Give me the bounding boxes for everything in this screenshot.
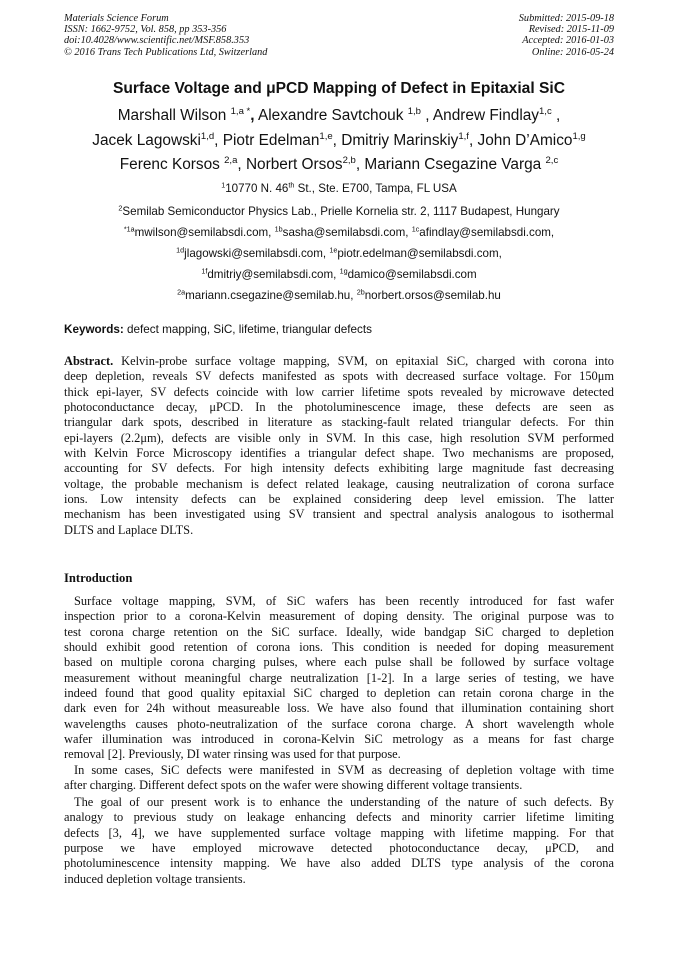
abstract [64, 354, 614, 538]
author-list [0, 104, 678, 178]
intro-paragraph-1 [64, 594, 614, 763]
keywords-text: defect mapping, SiC, lifetime, triangular defects [127, 323, 372, 336]
journal-doi: doi:10.4028/www.scientific.net/MSF.858.353 [64, 35, 250, 47]
paragraph-line: removal [2]. Previously, DI water rinsing was used for that purpose. [64, 747, 401, 762]
paragraph-line: measurement without meaningful charge neutralization [1-2]. In a large series of testing, we have [64, 670, 614, 685]
paragraph-line: defects [3, 4], we have supplemented surface voltage mapping with lifetime mapping. For that [64, 825, 614, 840]
date-submitted: Submitted: 2015-09-18 [518, 13, 614, 24]
author-affil-sup: 1,f [458, 130, 469, 142]
abstract-line: accounting for SV defects. For high intensity defects exhibiting large magnitude fast decreasing [64, 461, 614, 476]
email: mariann.csegazine@semilab.hu, [185, 289, 354, 302]
abstract-line: thick epi-layer, SV defects coincide with low carrier lifetime spots revealed by microwave detected [64, 384, 614, 399]
paragraph-line: Surface voltage mapping, SVM, of SiC wafers has been recently introduced for fast wafer [74, 594, 614, 608]
affiliation-2: $^2$Semilab Semiconductor Physics Lab., Prielle Kornelia str. 2, 1117 Budapest, Hungary [118, 203, 560, 218]
section-heading: Introduction [64, 571, 133, 585]
email-line: $^{2a}$mariann.csegazine@semilab.hu, $^{2b}$norbert.orsos@semilab.hu [177, 287, 501, 302]
paragraph-line: photoluminescence intensity mapping. We have also added DLTS type analysis of the corona [64, 856, 614, 871]
author-name: Dmitriy Marinskiy [341, 131, 459, 149]
abstract-line: epi-layers (2.2μm), defects are visible only in SVM. In this case, high resolution SVM performed [64, 430, 614, 445]
paragraph-line: dark even for 24h without measureable loss. We have also found that illumination containing short [64, 701, 614, 716]
keywords-label: Keywords: [64, 323, 124, 336]
author-name: Alexandre Savtchouk [257, 107, 404, 124]
paragraph-line: inspection prior to a corona-Kelvin measurement of doping density. The original purpose was to [64, 609, 614, 624]
email-line: $^{1f}$dmitriy@semilabsdi.com, $^{1g}$damico@semilabsdi.com [201, 266, 477, 281]
abstract-line: voltage, the probable mechanism is defect related leakage, causing neutralization of corona surface [64, 476, 614, 491]
paragraph-line: after charging. Different defect spots on the wafer were showing different voltage transients. [64, 778, 523, 793]
author-affil-sup: 1,b [407, 106, 421, 118]
author-name: Marshall Wilson [117, 107, 227, 124]
abstract-line: DLTS and Laplace DLTS. [64, 522, 194, 537]
email: damico@semilabsdi.com [347, 268, 477, 281]
abstract-line: deep depletion, reveals SV defects manifested as spots with decreased surface voltage. For 150μm [64, 369, 614, 384]
paragraph-line: test corona charge retention on the SiC surface. Ideally, wide bandgap SiC charged to depletion [64, 624, 614, 639]
email: mwilson@semilabsdi.com, [134, 226, 272, 239]
email-line: $^{*1a}$mwilson@semilabsdi.com, $^{1b}$sasha@semilabsdi.com, $^{1c}$afindlay@semilabsdi.com, [123, 224, 555, 239]
email: norbert.orsos@semilab.hu [364, 289, 501, 302]
author-name: Piotr Edelman [222, 131, 320, 149]
submission-dates [519, 13, 614, 58]
email: afindlay@semilabsdi.com, [419, 226, 555, 239]
journal-name: Materials Science Forum [64, 13, 169, 24]
abstract-line: ions. Low intensity defects can be explained considering deep level emission. The latter [64, 492, 614, 507]
email-line: $^{1d}$jlagowski@semilabsdi.com, $^{1e}$piotr.edelman@semilabsdi.com, [176, 245, 502, 260]
email: sasha@semilabsdi.com, [282, 226, 409, 239]
author-name: Jacek Lagowski [92, 131, 201, 149]
journal-issn: ISSN: 1662-9752, Vol. 858, pp 353-356 [64, 24, 227, 36]
author-line: Marshall Wilson $^{1,a *}$, Alexandre Savtchouk $^{1,b}$ , Andrew Findlay$^{1,c}$ , [117, 106, 561, 124]
abstract-line: triangular dark spots, described in literature as stacking-fault related triangular defects. For thin [64, 415, 614, 430]
paper-title: Surface Voltage and μPCD Mapping of Defect in Epitaxial SiC [112, 80, 565, 97]
paragraph-line: The goal of our present work is to enhance the understanding of the nature of such defects. By [74, 795, 614, 809]
author-line: Ferenc Korsos $^{2,a}$, Norbert Orsos$^{2,b}$, Mariann Csegazine Varga $^{2,c}$ [119, 155, 559, 173]
journal-copyright: © 2016 Trans Tech Publications Ltd, Switzerland [64, 46, 268, 58]
paragraph-line: should exhibit good retention of corona ions. This condition is needed for doping measurement [64, 640, 614, 655]
author-name: Andrew Findlay [432, 107, 539, 124]
author-affil-sup: 1,e [319, 130, 333, 142]
affiliation-1: $^1$10770 N. 46th St., Ste. E700, Tampa, FL USA [221, 180, 457, 195]
email: piotr.edelman@semilabsdi.com, [337, 247, 502, 260]
abstract-line: with Kelvin Force Microscopy identifies a triangular defect shape. Two mechanisms are proposed, [64, 446, 614, 461]
paragraph-line: based on multiple corona charging pulses, where each pulse shall be followed by surface voltage [64, 655, 614, 670]
author-affil-sup: 2,b [342, 155, 356, 167]
journal-header [64, 13, 267, 58]
paragraph-line: indeed found that good quality epitaxial SiC charged to depletion can retain corona charge in the [64, 686, 614, 701]
email: jlagowski@semilabsdi.com, [184, 247, 327, 260]
author-affil-sup: 2,a [224, 155, 238, 167]
author-line: Jacek Lagowski$^{1,d}$, Piotr Edelman$^{1,e}$, Dmitriy Marinskiy$^{1,f}$, John D’Amico$^{1,g}$ [92, 130, 586, 149]
paragraph-line: induced depletion voltage transients. [64, 871, 246, 886]
abstract-line: mechanism has been investigated using SV transient and spectral analysis analogous to isothermal [64, 507, 614, 522]
paragraph-line: In some cases, SiC defects were manifested in SVM as decreasing of depletion voltage with time [74, 763, 614, 777]
keywords [64, 323, 372, 336]
author-affil-sup: 1,g [572, 130, 586, 142]
date-accepted: Accepted: 2016-01-03 [522, 35, 614, 47]
author-affil-sup: 1,c [539, 106, 552, 118]
author-name: John D’Amico [477, 131, 573, 149]
intro-paragraph-2 [64, 763, 614, 794]
paragraph-line: wavelengths causes photo-neutralization of the surface corona charge. A short wavelength whole [64, 716, 614, 731]
paragraph-line: purpose we have employed microwave detected photoconductance decay, μPCD, and [64, 841, 614, 856]
intro-paragraph-3 [64, 795, 614, 887]
email: dmitriy@semilabsdi.com, [207, 268, 337, 281]
author-name: Ferenc Korsos [119, 156, 220, 173]
author-affil-sup: 2,c [545, 155, 559, 167]
author-affil-sup: 1,d [200, 130, 215, 142]
paragraph-line: analogy to previous study on leakage enhancing defects and minority carrier lifetime limiting [64, 810, 614, 825]
date-online: Online: 2016-05-24 [531, 46, 614, 58]
paragraph-line: wafer illumination was introduced in corona-Kelvin SiC metrology as a means for fast charge [64, 732, 614, 747]
author-name: Mariann Csegazine Varga [364, 156, 542, 173]
abstract-label: Abstract. [64, 354, 114, 368]
abstract-line: Abstract. Kelvin-probe surface voltage mapping, SVM, on epitaxial SiC, charged with corona into [64, 354, 614, 368]
date-revised: Revised: 2015-11-09 [528, 24, 614, 36]
abstract-line: photoconductance decay, μPCD. In the photoluminescence image, these defects are seen as [64, 400, 614, 415]
author-affil-sup: 1,a * [230, 106, 251, 118]
author-name: Norbert Orsos [245, 156, 343, 173]
